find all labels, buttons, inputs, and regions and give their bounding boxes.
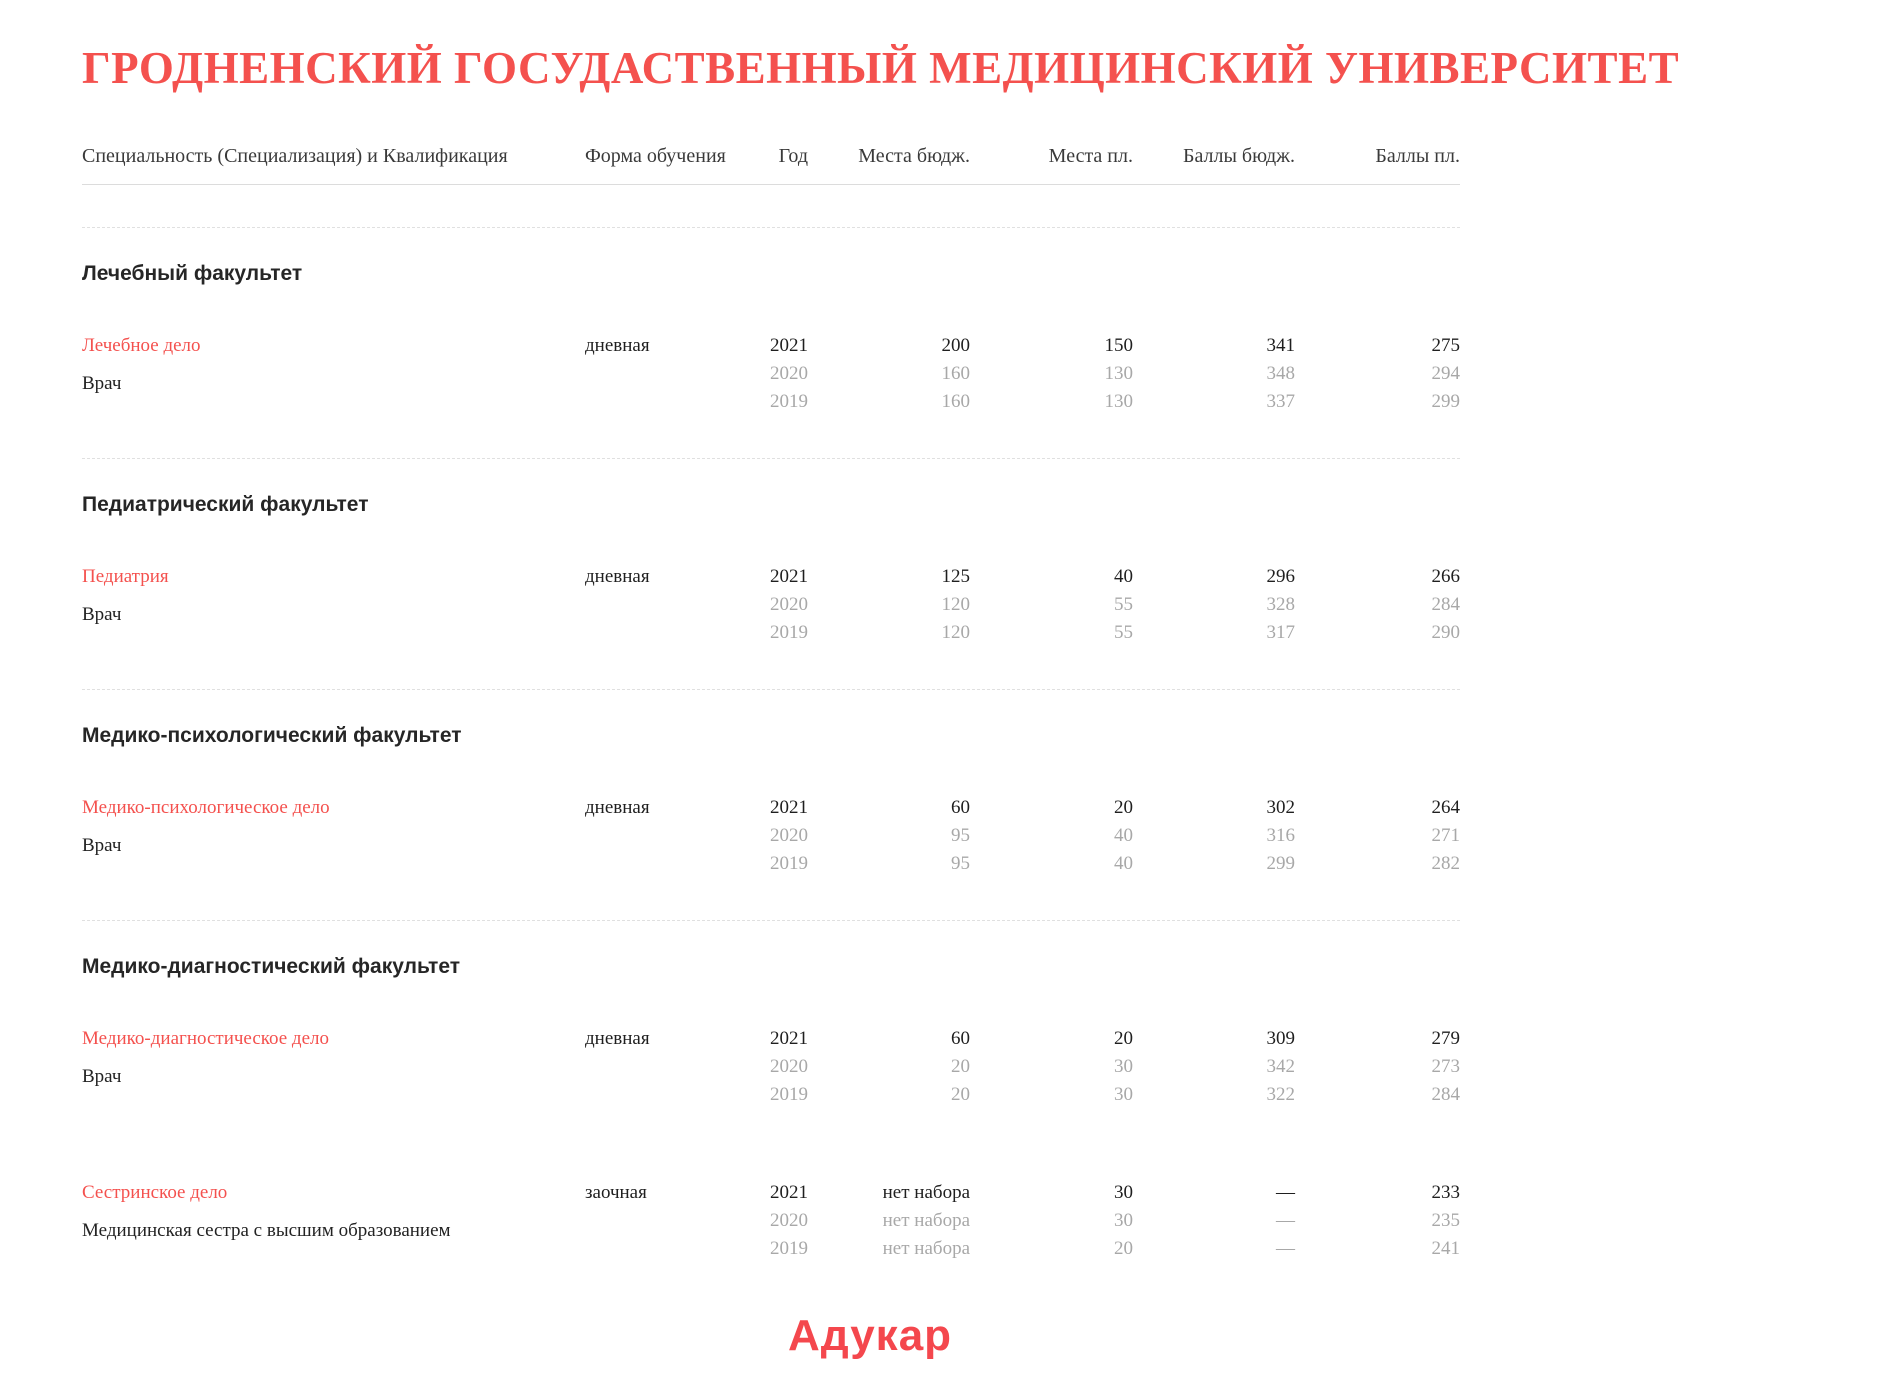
budget-scores-cell-value: 328 <box>1266 594 1295 615</box>
table-header-row <box>82 142 1460 170</box>
paid-places-cell-value: 30 <box>1114 1056 1133 1077</box>
paid-places-cell-value: 55 <box>1114 594 1133 615</box>
paid-places-cell <box>970 794 1133 878</box>
budget-places-cell-value: 120 <box>941 594 970 615</box>
budget-places-cell <box>808 563 970 647</box>
study-form-label: дневная <box>585 797 650 818</box>
paid-scores-cell <box>1295 1025 1460 1109</box>
faculty-heading: Педиатрический факультет <box>82 493 369 516</box>
year-cell <box>735 794 808 878</box>
paid-places-cell-value: 20 <box>1114 1028 1133 1049</box>
paid-scores-cell-value: 233 <box>1431 1182 1460 1203</box>
budget-places-cell-value: 60 <box>951 797 970 818</box>
year-cell-value: 2021 <box>770 1028 808 1049</box>
year-cell-value: 2020 <box>770 1056 808 1077</box>
faculty-heading: Лечебный факультет <box>82 262 303 285</box>
specialty-link[interactable]: Медико-психологическое дело <box>82 797 330 818</box>
qualification-label: Врач <box>82 373 122 394</box>
specialty-cell <box>82 563 585 629</box>
paid-places-cell-value: 150 <box>1104 335 1133 356</box>
col-header-budget-places: Места бюдж. <box>858 145 970 167</box>
study-form-cell <box>585 1179 735 1207</box>
budget-places-cell-value: 20 <box>951 1084 970 1105</box>
budget-scores-cell-value: 302 <box>1266 797 1295 818</box>
paid-scores-cell-value: 282 <box>1431 853 1460 874</box>
budget-places-cell-value: 20 <box>951 1056 970 1077</box>
qualification-label: Медицинская сестра с высшим образованием <box>82 1220 451 1241</box>
budget-scores-cell <box>1133 1179 1295 1263</box>
budget-scores-cell <box>1133 1025 1295 1109</box>
budget-scores-cell-value: 296 <box>1266 566 1295 587</box>
budget-places-cell-value: 95 <box>951 853 970 874</box>
year-cell <box>735 332 808 416</box>
qualification-label: Врач <box>82 1066 122 1087</box>
program-row <box>82 1025 1460 1109</box>
year-cell-value: 2020 <box>770 825 808 846</box>
year-cell-value: 2019 <box>770 1084 808 1105</box>
paid-scores-cell <box>1295 794 1460 878</box>
study-form-cell <box>585 563 735 591</box>
study-form-label: дневная <box>585 566 650 587</box>
paid-places-cell-value: 30 <box>1114 1210 1133 1231</box>
budget-scores-cell-value: 341 <box>1266 335 1295 356</box>
paid-scores-cell-value: 290 <box>1431 622 1460 643</box>
adukar-logo: Адукар <box>787 1311 953 1360</box>
budget-scores-cell-value: 342 <box>1266 1056 1295 1077</box>
paid-scores-cell <box>1295 332 1460 416</box>
page-title: ГРОДНЕНСКИЙ ГОСУДАСТВЕННЫЙ МЕДИЦИНСКИЙ УНИВЕРСИТЕТ <box>82 43 1680 93</box>
paid-scores-cell-value: 273 <box>1431 1056 1460 1077</box>
study-form-label: дневная <box>585 1028 650 1049</box>
specialty-link[interactable]: Педиатрия <box>82 566 169 587</box>
year-cell <box>735 563 808 647</box>
paid-scores-cell-value: 284 <box>1431 1084 1460 1105</box>
col-header-budget-scores: Баллы бюдж. <box>1182 145 1295 167</box>
study-form-cell <box>585 1025 735 1053</box>
col-header-paid-scores: Баллы пл. <box>1375 145 1460 167</box>
paid-places-cell-value: 20 <box>1114 1238 1133 1259</box>
specialty-cell <box>82 794 585 860</box>
paid-places-cell <box>970 332 1133 416</box>
program-row <box>82 563 1460 647</box>
paid-scores-cell-value: 235 <box>1431 1210 1460 1231</box>
budget-scores-cell-value: — <box>1276 1238 1295 1259</box>
budget-places-cell <box>808 332 970 416</box>
budget-scores-cell-value: — <box>1276 1210 1295 1231</box>
budget-scores-cell-value: — <box>1276 1182 1295 1203</box>
program-row <box>82 794 1460 878</box>
study-form-label: заочная <box>585 1182 647 1203</box>
paid-places-cell-value: 130 <box>1104 363 1133 384</box>
section-divider <box>82 689 1460 690</box>
program-row <box>82 1179 1460 1263</box>
budget-scores-cell <box>1133 563 1295 647</box>
study-form-cell <box>585 794 735 822</box>
year-cell-value: 2019 <box>770 391 808 412</box>
year-cell-value: 2019 <box>770 622 808 643</box>
budget-places-cell-value: нет набора <box>882 1238 970 1259</box>
paid-places-cell-value: 130 <box>1104 391 1133 412</box>
budget-scores-cell-value: 309 <box>1266 1028 1295 1049</box>
year-cell-value: 2021 <box>770 335 808 356</box>
paid-scores-cell-value: 275 <box>1431 335 1460 356</box>
budget-scores-cell <box>1133 794 1295 878</box>
budget-places-cell-value: 95 <box>951 825 970 846</box>
paid-places-cell-value: 40 <box>1114 825 1133 846</box>
paid-scores-cell-value: 266 <box>1431 566 1460 587</box>
paid-places-cell-value: 30 <box>1114 1084 1133 1105</box>
budget-scores-cell <box>1133 332 1295 416</box>
budget-scores-cell-value: 348 <box>1266 363 1295 384</box>
col-header-year: Год <box>778 145 808 167</box>
paid-places-cell-value: 40 <box>1114 853 1133 874</box>
paid-scores-cell-value: 241 <box>1431 1238 1460 1259</box>
specialty-link[interactable]: Лечебное дело <box>82 335 201 356</box>
year-cell-value: 2021 <box>770 797 808 818</box>
paid-places-cell <box>970 1025 1133 1109</box>
col-header-paid-places: Места пл. <box>1048 145 1133 167</box>
table-body <box>82 227 1460 1263</box>
program-row <box>82 332 1460 416</box>
year-cell-value: 2020 <box>770 594 808 615</box>
specialty-cell <box>82 1025 585 1091</box>
year-cell <box>735 1025 808 1109</box>
section-divider <box>82 458 1460 459</box>
year-cell-value: 2021 <box>770 1182 808 1203</box>
budget-scores-cell-value: 322 <box>1266 1084 1295 1105</box>
qualification-label: Врач <box>82 604 122 625</box>
paid-places-cell-value: 30 <box>1114 1182 1133 1203</box>
section-divider <box>82 920 1460 921</box>
section-divider <box>82 227 1460 228</box>
budget-places-cell-value: 125 <box>941 566 970 587</box>
specialty-link[interactable]: Медико-диагностическое дело <box>82 1028 330 1049</box>
budget-places-cell <box>808 794 970 878</box>
budget-places-cell <box>808 1179 970 1263</box>
paid-scores-cell-value: 264 <box>1431 797 1460 818</box>
year-cell-value: 2020 <box>770 1210 808 1231</box>
specialty-link[interactable]: Сестринское дело <box>82 1182 228 1203</box>
faculty-heading: Медико-диагностический факультет <box>82 955 461 978</box>
year-cell-value: 2019 <box>770 853 808 874</box>
year-cell-value: 2019 <box>770 1238 808 1259</box>
paid-places-cell <box>970 563 1133 647</box>
faculty-heading: Медико-психологический факультет <box>82 724 462 747</box>
budget-places-cell-value: 160 <box>941 391 970 412</box>
paid-scores-cell-value: 299 <box>1431 391 1460 412</box>
budget-scores-cell-value: 316 <box>1266 825 1295 846</box>
study-form-label: дневная <box>585 335 650 356</box>
paid-places-cell-value: 55 <box>1114 622 1133 643</box>
budget-places-cell-value: нет набора <box>882 1182 970 1203</box>
budget-places-cell-value: 200 <box>941 335 970 356</box>
budget-places-cell-value: 60 <box>951 1028 970 1049</box>
year-cell-value: 2021 <box>770 566 808 587</box>
qualification-label: Врач <box>82 835 122 856</box>
budget-scores-cell-value: 299 <box>1266 853 1295 874</box>
budget-scores-cell-value: 317 <box>1266 622 1295 643</box>
paid-scores-cell-value: 271 <box>1431 825 1460 846</box>
header-divider <box>82 184 1460 185</box>
budget-places-cell-value: 160 <box>941 363 970 384</box>
col-header-specialty: Специальность (Специализация) и Квалификация <box>82 145 508 167</box>
paid-scores-cell-value: 294 <box>1431 363 1460 384</box>
year-cell <box>735 1179 808 1263</box>
budget-places-cell-value: нет набора <box>882 1210 970 1231</box>
col-header-form: Форма обучения <box>585 145 726 167</box>
paid-scores-cell <box>1295 563 1460 647</box>
paid-scores-cell <box>1295 1179 1460 1263</box>
budget-places-cell <box>808 1025 970 1109</box>
specialty-cell <box>82 1179 585 1245</box>
footer <box>0 1311 1740 1361</box>
paid-places-cell <box>970 1179 1133 1263</box>
specialty-cell <box>82 332 585 398</box>
study-form-cell <box>585 332 735 360</box>
budget-places-cell-value: 120 <box>941 622 970 643</box>
paid-scores-cell-value: 284 <box>1431 594 1460 615</box>
year-cell-value: 2020 <box>770 363 808 384</box>
budget-scores-cell-value: 337 <box>1266 391 1295 412</box>
paid-places-cell-value: 20 <box>1114 797 1133 818</box>
paid-places-cell-value: 40 <box>1114 566 1133 587</box>
paid-scores-cell-value: 279 <box>1431 1028 1460 1049</box>
